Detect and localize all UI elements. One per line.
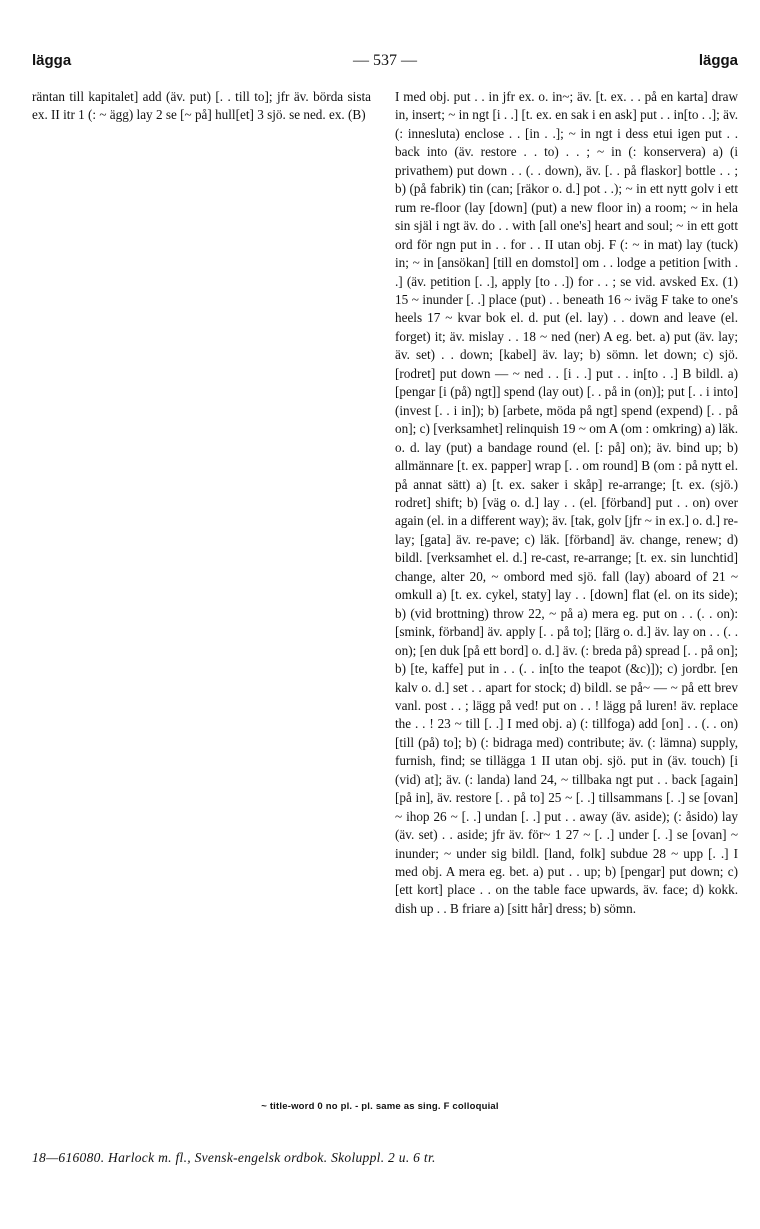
right-column-text: I med obj. put . . in jfr ex. o. in~; äv. [t. ex. . . på en karta] draw in, insert; ~ in ngt [i . .] [t. ex. en sak i en ask] put . . in[to . .]; äv. (: innesluta) enclose . . [in . .]; ~ in ngt i dess etui igen put . . back into (äv. restore . . to) . . ; ~ in (: konservera) a) (i privathem) put down . . (. . down), äv. [. . på flaskor] bottle . . ; b) (på fabrik) tin (can; [räkor o. d.] pot . .); ~ in ett nytt golv i ett rum re-floor (lay [down] (put) a new floor in) a room; ~ in hela sin själ i ngt äv. do . . with [all one's] heart and soul; ~ in ett gott ord för ngn put in . . for . . II utan obj. F (: ~ in mat) lay (tuck) in; ~ in [ansökan] [till en domstol] om . . lodge a petition [with . .] (äv. petition [. .], apply [to . .]) for . . ; se vid. avsked Ex. (1) 15 ~ inunder [. .] place (put) . . beneath 16 ~ iväg F take to one's heels 17 ~ kvar bok el. d. put (el. lay) . . down and leave (el. forget) it; äv. mislay . . 18 ~ ned (ner) A eg. bet. a) put (äv. lay; äv. set) . . down; [kabel] äv. lay; b) sömn. let down; c) sjö. [rodret] put down — ~ ned . . [i . .] put . . in[to . .] B bildl. a) [pengar [i (på) ngt]] spend (lay out) [. . på in (on)]; put [. . i into] (invest [. . i in]); b) [arbete, möda på ngt] spend (expend) [. . på on]; c) [verksamhet] relinquish 19 ~ om A (om : omkring) a) läk. o. d. lay (put) a bandage round (el. [: på] on); äv. bind up; b) allmännare [t. ex. papper] wrap [. . om round] B (om : på nytt el. på annat sätt) a) [t. ex. saker i skåp] re-arrange; [t. ex. (sjö.) rodret] shift; b) [väg o. d.] lay . . (el. [förband] put . . on) over again (el. in a different way); äv. [tak, golv [jfr ~ in ex.] o. d.] re-lay; [gata] äv. re-pave; c) läk. [förband] äv. change, renew; d) bildl. [verksamhet el. d.] re-cast, re-arrange; [t. ex. sin lunchtid] change, alter 20, ~ ombord med sjö. fall (lay) aboard of 21 ~ omkull a) [t. ex. cykel, staty] lay . . [down] flat (el. on its side); b) (vid brottning) throw 22, ~ på a) mera eg. put on . . (. . on): [smink, förband] äv. apply [. . på to]; [lärg o. d.] äv. lay on . . (. . on); [en duk [på ett bord] o. d.] äv. (: breda på) spread [. . på on]; b) [te, kaffe] put in . . (. . in[to the teapot (&c)]); c) jordbr. [en kalv o. d.] set . . apart for stock; d) bildl. se på~ — ~ på ett brev vanl. post . . ; lägg på ved! put on . . ! lägg på luren! äv. replace the . . ! 23 ~ till [. .] I med obj. a) (: tillfoga) add [on] . . (. . on) [till (på) to]; b) (: bidraga med) contribute; äv. (: lämna) supply, furnish, find; se tillägga 1 II utan obj. sjö. put in (äv. touch) [i (vid) at]; äv. (: landa) land 24, ~ tillbaka ngt put . . back [again] [på in], äv. restore [. . på to] 25 ~ [. .] tillsammans [. .] se [ovan] ~ ihop 26 ~ [. .] undan [. .] put . . away (äv. aside); (: åsido) lay (äv. set) . . aside; jfr äv. för~ 1 27 ~ [. .] under [. .] se [ovan] ~ inunder; ~ under sig bildl. [land, folk] subdue 28 ~ upp [. .] I med obj. A mera eg. bet. a) put . . up; b) [pengar] put down; c) [ett kort] place . . on the table face upwards, äv. face; d) kokk. dish up . . B friare a) [sitt hår] dress; b) sömn.: [395, 89, 738, 916]
right-column: [395, 88, 738, 1088]
guide-word-right: lägga: [698, 52, 738, 69]
left-column-text: räntan till kapitalet] add (äv. put) [. . till to]; jfr äv. börda sista ex. II itr 1 (: ~ ägg) lay 2 se [~ på] hull[et] 3 sjö. se ned. ex. (B): [32, 89, 371, 123]
printer-imprint: 18—616080. Harlock m. fl., Svensk-engelsk ordbok. Skoluppl. 2 u. 6 tr.: [32, 1150, 436, 1165]
left-column: [32, 88, 371, 1088]
symbol-legend: ~ title-word 0 no pl. - pl. same as sing. F colloquial: [261, 1101, 499, 1112]
guide-word-left: lägga: [32, 52, 72, 69]
text-columns: [32, 88, 738, 1088]
page-number: — 537 —: [353, 52, 417, 69]
page-header: [32, 52, 738, 76]
